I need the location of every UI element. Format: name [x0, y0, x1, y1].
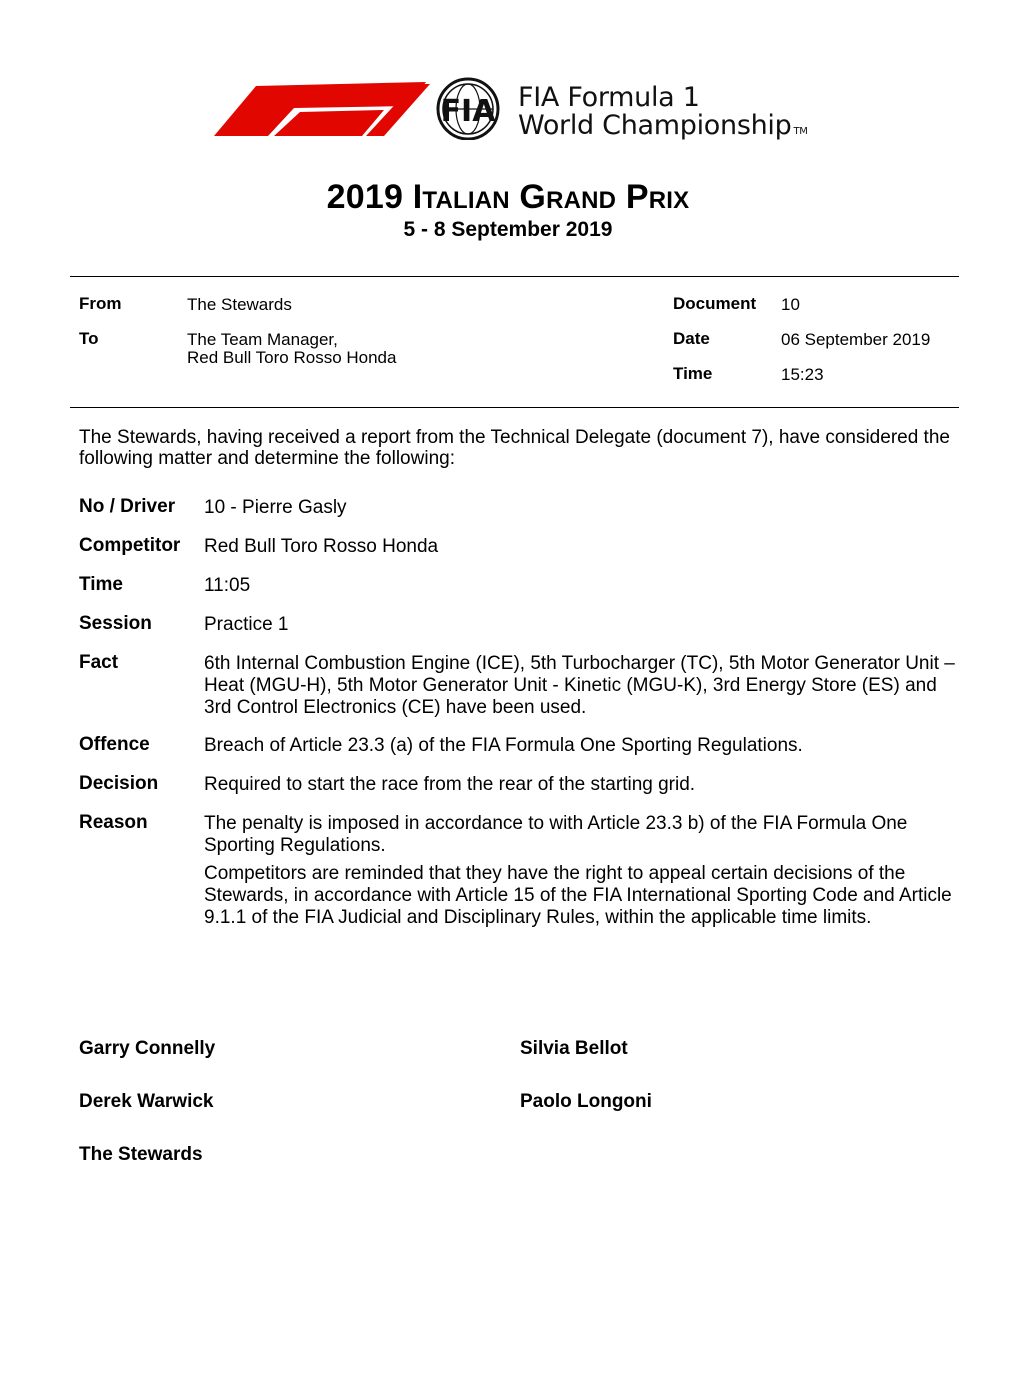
from-value: The Stewards — [187, 295, 292, 314]
session-label: Session — [79, 613, 152, 634]
event-title: 2019 Italian Grand Prix — [326, 178, 690, 216]
competitor-value: Red Bull Toro Rosso Honda — [204, 536, 439, 557]
signature-1: Garry Connelly — [79, 1038, 216, 1059]
competitor-label: Competitor — [79, 535, 181, 556]
document-value: 10 — [781, 295, 800, 314]
fact-value: 6th Internal Combustion Engine (ICE), 5th Turbocharger (TC), 5th Motor Generator Unit – Heat (MGU-H), 5th Motor Generator Unit - Kinetic (MGU-K), 3rd Energy Store (ES) and 3rd Control Electronics (CE) have been used. — [204, 653, 955, 718]
offence-label: Offence — [79, 734, 150, 755]
signature-2: Silvia Bellot — [520, 1038, 628, 1059]
time-row-value: 11:05 — [204, 575, 251, 596]
date-value: 06 September 2019 — [781, 330, 931, 349]
logo-line1: FIA Formula 1 — [518, 82, 700, 113]
decision-value: Required to start the race from the rear of the starting grid. — [204, 774, 696, 795]
to-value-line1: The Team Manager, — [187, 330, 338, 349]
divider-top — [70, 276, 959, 277]
fia-globe-icon — [438, 79, 498, 139]
from-label: From — [79, 294, 122, 313]
reason-value: The penalty is imposed in accordance to with Article 23.3 b) of the FIA Formula One Sporting Regulations. — [204, 813, 908, 856]
driver-label: No / Driver — [79, 496, 176, 517]
to-label: To — [79, 329, 99, 348]
logo-wordmark — [518, 84, 808, 146]
fia-mark: FIA — [440, 94, 496, 129]
f1-stripe-mid — [274, 110, 384, 136]
offence-value: Breach of Article 23.3 (a) of the FIA Formula One Sporting Regulations. — [204, 735, 803, 756]
divider-bottom — [70, 407, 959, 408]
f1-fia-logo — [214, 76, 834, 146]
session-value: Practice 1 — [204, 614, 289, 635]
logo-line2: World Championship — [518, 110, 792, 141]
intro-paragraph: The Stewards, having received a report from the Technical Delegate (document 7), have considered the following matter and determine the following: — [79, 427, 950, 469]
reason-label: Reason — [79, 812, 148, 833]
signature-4: Paolo Longoni — [520, 1091, 652, 1112]
appeal-note: Competitors are reminded that they have the right to appeal certain decisions of the Stewards, in accordance with Article 15 of the FIA International Sporting Code and Article 9.1.1 of the FIA Judicial and Disciplinary Rules, within the applicable time limits. — [204, 863, 952, 928]
time-label: Time — [673, 364, 713, 383]
fact-label: Fact — [79, 652, 119, 673]
driver-value: 10 - Pierre Gasly — [204, 497, 347, 518]
time-value: 15:23 — [781, 365, 824, 384]
f1-logo-icon — [214, 76, 514, 140]
trademark: TM — [793, 126, 808, 137]
event-dates: 5 - 8 September 2019 — [403, 218, 613, 241]
stewards-footer: The Stewards — [79, 1144, 203, 1165]
date-label: Date — [673, 329, 710, 348]
signature-3: Derek Warwick — [79, 1091, 214, 1112]
to-value-line2: Red Bull Toro Rosso Honda — [187, 348, 397, 367]
decision-label: Decision — [79, 773, 159, 794]
time-row-label: Time — [79, 574, 124, 595]
document-label: Document — [673, 294, 757, 313]
logo-line2-wrap — [518, 112, 808, 146]
